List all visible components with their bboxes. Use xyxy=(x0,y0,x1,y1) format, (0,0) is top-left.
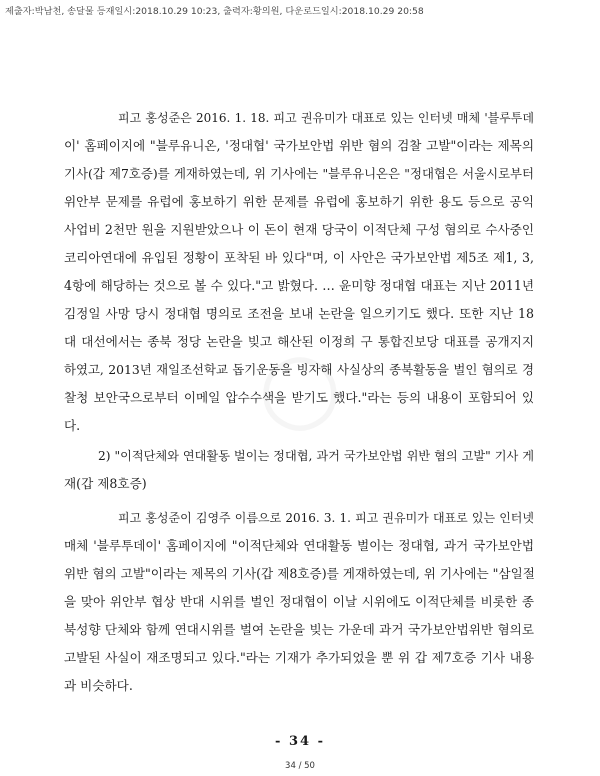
body-line: 위반 혐의 고발"이라는 제목의 기사(갑 제8호증)를 게재하였는데, 위 기사에는 "삼일절 xyxy=(64,566,535,581)
body-line: 피고 홍성준이 김영주 이름으로 2016. 3. 1. 피고 권유미가 대표로 있는 인터넷 xyxy=(118,511,534,525)
page-counter: 34 / 50 xyxy=(285,761,315,771)
section-heading: 2) "이적단체와 연대활동 벌이는 정대협, 과거 국가보안법 위반 혐의 고발" 기사 게 xyxy=(98,449,534,463)
body-line: 북성향 단체와 함께 연대시위를 벌여 논란을 빚는 가운데 과거 국가보안법위반 혐의로 xyxy=(64,622,534,637)
body-line: 찰청 보안국으로부터 이메일 압수수색을 받기도 했다."라는 등의 내용이 포함되어 있 xyxy=(64,390,534,405)
section-heading: 재(갑 제8호증) xyxy=(64,476,147,491)
body-line: 김정일 사망 당시 정대협 명의로 조전을 보내 논란을 일으키기도 했다. 또한 지난 18 xyxy=(64,306,534,321)
body-line: 기사(갑 제7호증)를 게재하였는데, 위 기사에는 "블루유니온은 "정대협은 서울시로부터 xyxy=(64,166,534,181)
body-line: 매체 '블루투데이' 홈페이지에 "이적단체와 연대활동 벌이는 정대협, 과거 국가보안법 xyxy=(64,538,534,553)
body-line: 하였고, 2013년 재일조선학교 돕기운동을 빙자해 사실상의 종북활동을 벌인 혐의로 경 xyxy=(64,362,534,377)
body-line: 다. xyxy=(64,418,81,433)
document-submission-header: 제출자:박남천, 송달물 등재일시:2018.10.29 10:23, 출력자:황의원, 다운로드일시:2018.10.29 20:58 xyxy=(5,6,424,17)
body-line: 사업비 2천만 원을 지원받았으나 이 돈이 현재 당국이 이적단체 구성 혐의로 수사중인 xyxy=(64,222,534,237)
body-line: 위안부 문제를 유럽에 홍보하기 위한 문제를 유럽에 홍보하기 위한 용도 등으로 공익 xyxy=(64,194,534,209)
body-line: 피고 홍성준은 2016. 1. 18. 피고 권유미가 대표로 있는 인터넷 매체 '블루투데 xyxy=(118,111,534,125)
body-line: 고발된 사실이 재조명되고 있다."라는 기재가 추가되었을 뿐 위 갑 제7호증 기사 내용 xyxy=(64,650,534,665)
body-line: 이' 홈페이지에 "블루유니온, '정대협' 국가보안법 위반 혐의 검찰 고발"이라는 제목의 xyxy=(64,138,534,153)
page-number: - 34 - xyxy=(275,734,325,749)
body-line: 대 대선에서는 종북 정당 논란을 빚고 해산된 이정희 구 통합진보당 대표를 공개지지 xyxy=(64,334,534,349)
body-line: 4항에 해당하는 것으로 볼 수 있다."고 밝혔다. … 윤미향 정대협 대표는 지난 2011년 xyxy=(64,278,534,293)
body-line: 과 비슷하다. xyxy=(64,678,133,693)
body-line: 코리아연대에 유입된 정황이 포착된 바 있다"며, 이 사안은 국가보안법 제5조 제1, 3, xyxy=(64,250,534,265)
body-line: 을 맞아 위안부 협상 반대 시위를 벌인 정대협이 이날 시위에도 이적단체를 비롯한 종 xyxy=(64,594,534,609)
